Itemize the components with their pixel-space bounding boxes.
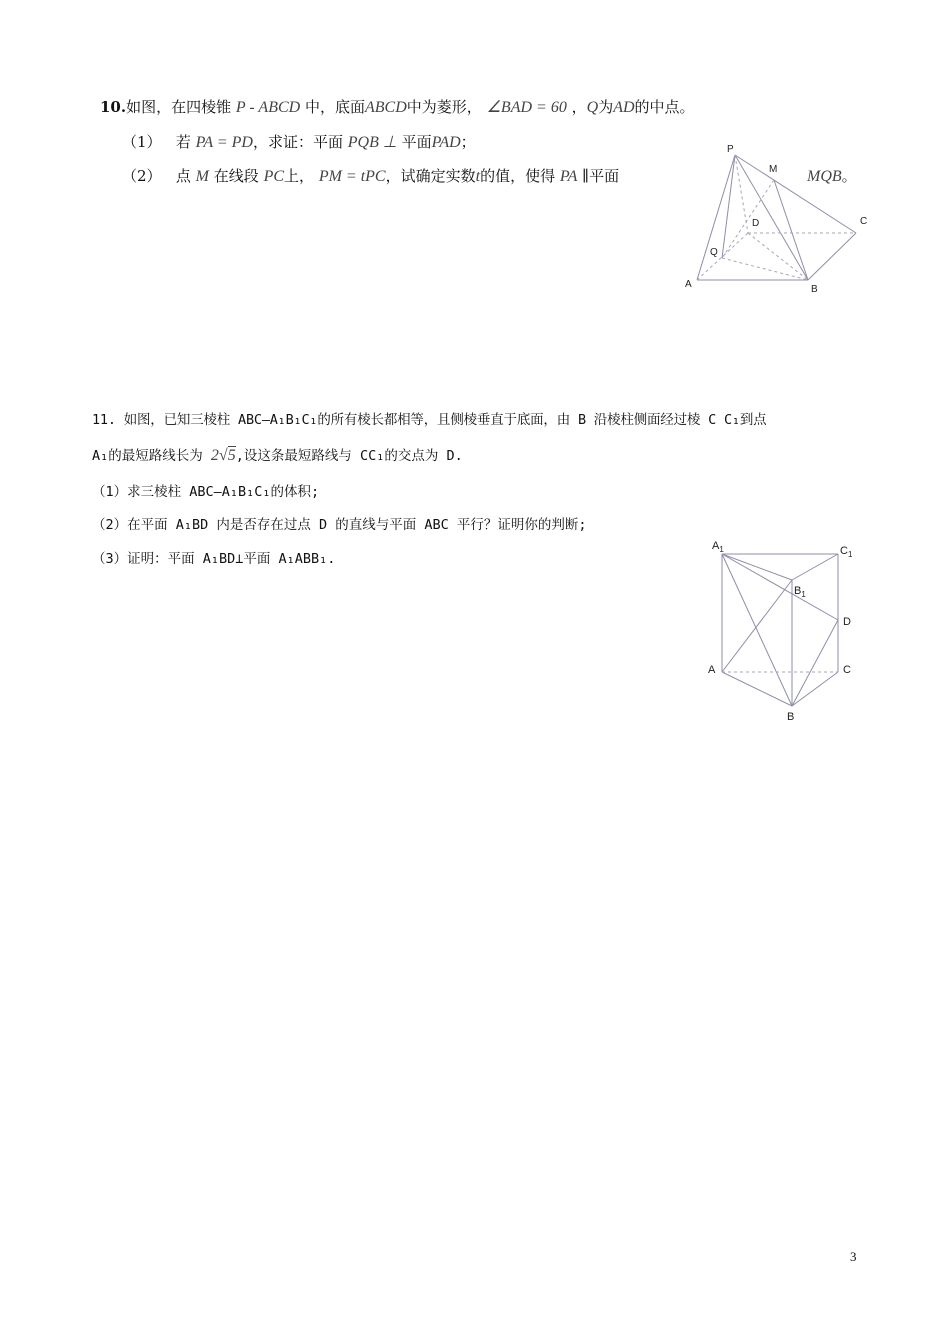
q-expr: Q xyxy=(586,99,599,116)
intro-text-1: 如图，在四棱锥 xyxy=(126,98,232,116)
problem-10-part-2 xyxy=(122,166,619,187)
edge-mq xyxy=(722,180,774,258)
part-2-text-d: ，试确定实数 xyxy=(385,167,476,185)
label-a1: $A_1$ xyxy=(712,540,724,554)
base-expr: ABCD xyxy=(365,99,407,116)
part-2-expr-m: M xyxy=(195,168,209,185)
label-d: D xyxy=(752,218,760,229)
edge-b-c xyxy=(792,672,838,706)
part-2-text-b: 在线段 xyxy=(213,167,259,185)
edge-bc xyxy=(808,233,856,280)
problem-10-part-1 xyxy=(122,132,476,153)
part-2-expr-t: t xyxy=(475,168,481,185)
intro-text-5: 为 xyxy=(598,98,614,116)
prism-figure xyxy=(700,530,870,730)
problem-11-q2: （2）在平面 A₁BD 内是否存在过点 D 的直线与平面 ABC 平行？证明你的判断; xyxy=(92,517,587,533)
problem-11-q3: （3）证明：平面 A₁BD⊥平面 A₁ABB₁. xyxy=(92,551,336,567)
page-number: 3 xyxy=(850,1249,857,1264)
label-a: A xyxy=(685,279,692,290)
part-1-expr-3: PAD xyxy=(431,134,461,151)
line-2-text-b: ,设这条最短路线与 CC₁的交点为 D. xyxy=(235,448,463,464)
edge-pq xyxy=(722,155,735,258)
part-1-expr-2: PQB ⊥ xyxy=(347,134,397,151)
part-1-text-a: 若 xyxy=(175,133,191,151)
label-b1: $B_1$ xyxy=(794,585,806,599)
part-1-number: （1） xyxy=(122,133,162,151)
pyramid-expr: P - ABCD xyxy=(235,99,301,116)
label-m: M xyxy=(769,164,778,175)
edge-a-b1 xyxy=(722,580,792,672)
edge-a-b xyxy=(722,672,792,706)
part-2-number: （2） xyxy=(122,167,162,185)
problem-10-number: 10. xyxy=(100,98,127,116)
part-2-text-g: 。 xyxy=(841,167,857,185)
intro-text-4: ， xyxy=(571,98,587,116)
sqrt-radicand: 5 xyxy=(227,447,236,464)
label-p: P xyxy=(727,144,734,155)
part-1-text-b: ，求证：平面 xyxy=(252,133,343,151)
part-1-text-c: 平面 xyxy=(401,133,432,151)
part-2-text-e: 的值，使得 xyxy=(480,167,556,185)
label-q: Q xyxy=(710,247,718,258)
part-2-text-a: 点 xyxy=(175,167,191,185)
label-c1: $C_1$ xyxy=(840,545,853,559)
edge-b-d xyxy=(792,620,838,706)
edge-a1-b xyxy=(722,554,792,706)
edge-pa xyxy=(697,155,735,280)
problem-11-line-1: 11. 如图，已知三棱柱 ABC—A₁B₁C₁的所有棱长都相等，且侧棱垂直于底面，由 B 沿棱柱侧面经过棱 C C₁到点 xyxy=(92,412,767,428)
label-a: A xyxy=(708,664,716,676)
label-b: B xyxy=(811,284,818,295)
label-c: C xyxy=(843,664,851,676)
ad-expr: AD xyxy=(613,99,635,116)
part-1-text-d: ； xyxy=(460,133,476,151)
edge-b1-c1 xyxy=(792,554,838,580)
line-2-text-a: A₁的最短路线长为 xyxy=(92,448,203,464)
intro-text-6: 的中点。 xyxy=(634,98,695,116)
label-d: D xyxy=(843,616,851,628)
label-b: B xyxy=(787,711,795,723)
sqrt-coef: 2 xyxy=(210,447,219,464)
intro-text-3: 中为菱形， xyxy=(406,98,482,116)
part-2-expr-pc: PC xyxy=(263,168,285,185)
part-2-expr-eq: PM = tPC xyxy=(318,168,386,185)
problem-11-q1: （1）求三棱柱 ABC—A₁B₁C₁的体积; xyxy=(92,484,320,500)
label-c: C xyxy=(860,216,868,227)
sqrt-symbol: √ xyxy=(218,447,228,464)
angle-expr: ∠BAD = 60 xyxy=(486,99,567,116)
problem-10-intro xyxy=(100,97,695,118)
part-2-expr-pa: PA xyxy=(559,168,578,185)
intro-text-2: 中，底面 xyxy=(304,98,365,116)
part-2-text-c: 上， xyxy=(284,167,315,185)
part-2-expr-mqb: MQB xyxy=(807,168,842,185)
edge-db xyxy=(748,233,808,280)
pyramid-figure xyxy=(680,140,880,300)
edge-qb xyxy=(722,258,808,280)
part-2-text-f: ∥平面 xyxy=(582,167,620,185)
part-1-expr-1: PA = PD xyxy=(195,134,253,151)
sqrt-expression xyxy=(211,446,236,466)
problem-11-line-2 xyxy=(92,440,463,466)
